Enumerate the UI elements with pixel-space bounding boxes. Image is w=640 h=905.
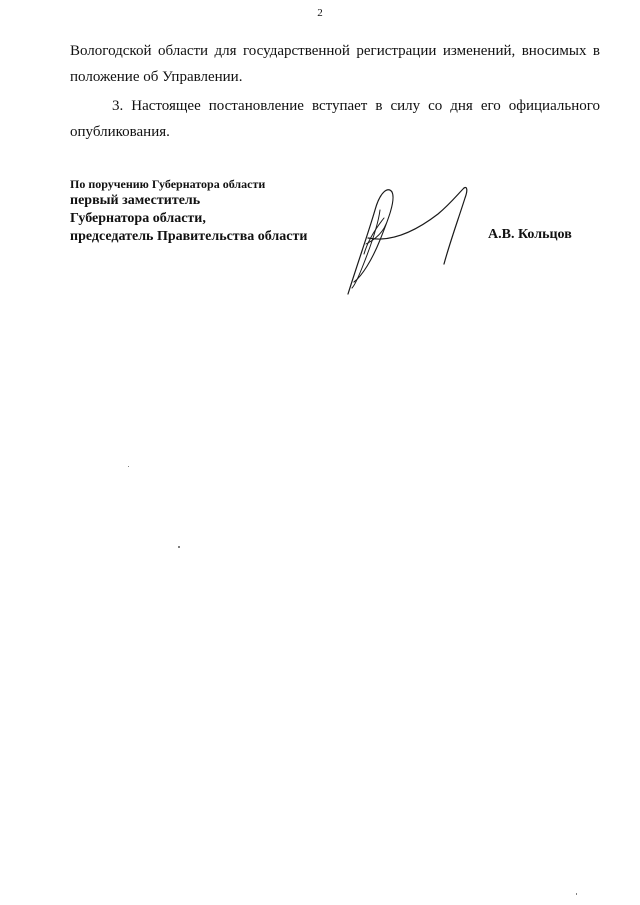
signatory-title-line-1: первый заместитель: [70, 193, 201, 208]
scan-speck: [128, 466, 129, 467]
signatory-title-line-2: Губернатора области,: [70, 211, 206, 226]
signatory-block: [70, 177, 307, 246]
signatory-name: А.В. Кольцов: [488, 227, 572, 242]
document-body: [70, 38, 600, 145]
scan-speck: [178, 546, 180, 548]
paragraph-3: 3. Настоящее постановление вступает в силу со дня его официального опубликования.: [70, 98, 600, 140]
signatory-on-behalf: По поручению Губернатора области: [70, 177, 266, 191]
page-number: 2: [317, 7, 323, 19]
handwritten-signature-icon: [340, 182, 475, 300]
paragraph-continuation: Вологодской области для государственной регистрации изменений, вносимых в положение об Управлении.: [70, 43, 600, 85]
scan-speck: [576, 893, 577, 895]
signatory-title-line-3: председатель Правительства области: [70, 229, 308, 244]
